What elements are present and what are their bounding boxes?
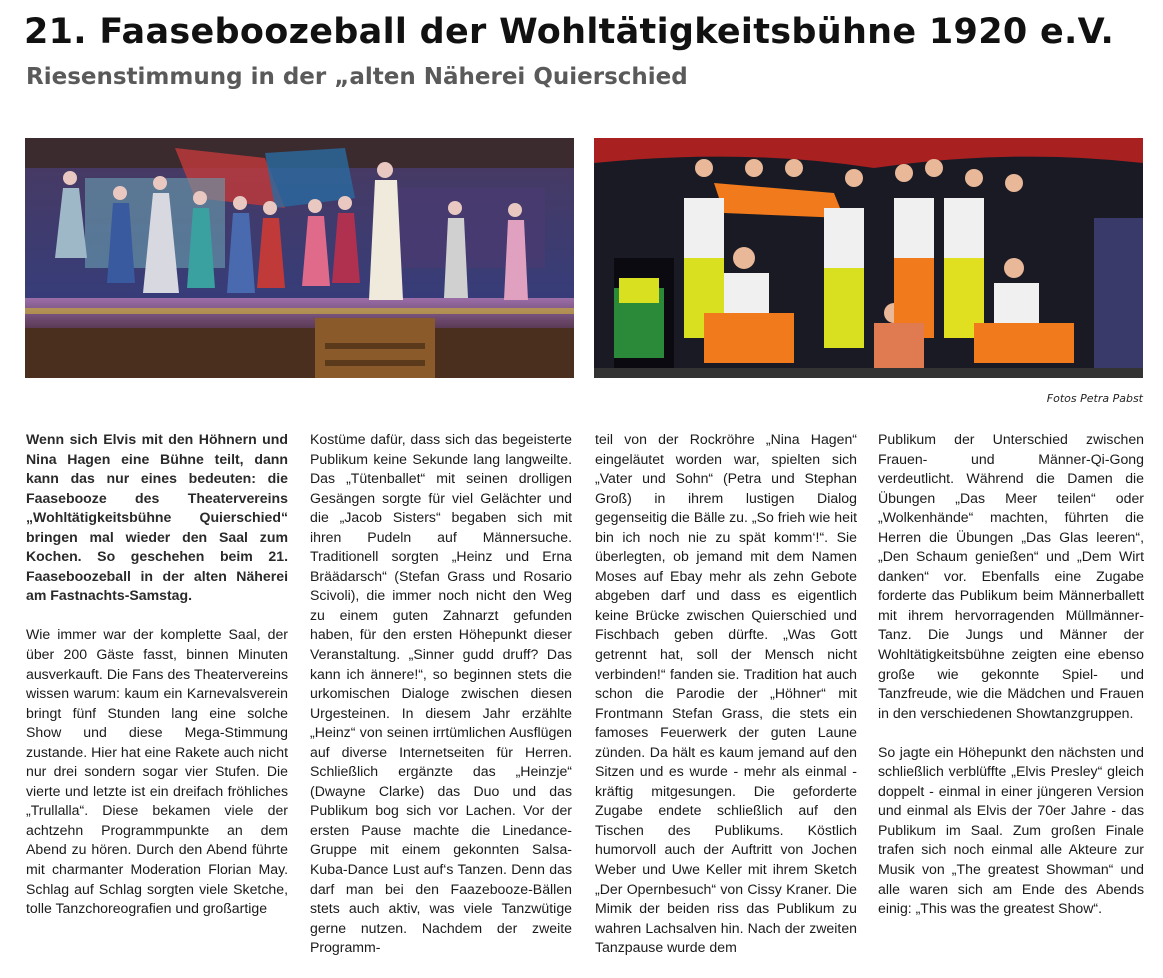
article-paragraph: Kostüme dafür, dass sich das begeisterte Publikum keine Sekunde lang langweilte. Das „Tütenballet“ mit seinen drolligen Gesängen sorgte für viel Gelächter und die „Jacob Sisters“ begaben sich mit ihren Pudeln auf Männersuche. Traditionell sorgten „Heinz und Erna Bräädarsch“ (Stefan Grass und Rosario Scivoli), die immer noch nicht den Weg zu einem guten Zahnarzt gefunden haben, für den ersten Höhepunkt dieser Veranstaltung. „Sinner gudd druff? Das kann ich ännere!“, so beginnen stets die urkomischen Dialoge zwischen diesen Urgesteinen. In diesem Jahr erzählte „Heinz“ von seinen irrtümlichen Ausflügen auf diverse Internetseiten für Herren. Schließlich ergänzte das „Heinzje“ (Dwayne Clarke) das Duo und das Publikum bog sich vor Lachen. Vor der ersten Pause machte die Linedance-Gruppe mit einem gekonnten Salsa-Kuba-Dance Lust auf‘s Tanzen. Denn das darf man bei den Faazebooze-Bällen stets auch aktiv, was viele Tanzwütige gerne nutzen. Nachdem der zweite Programm- (310, 431, 572, 956)
article-subheadline: Riesenstimmung in der „alten Näherei Quierschied (26, 64, 688, 90)
article-column-4 (878, 430, 1144, 919)
photo-credit: Fotos Petra Pabst (1046, 392, 1143, 405)
article-paragraph: So jagte ein Höhepunkt den nächsten und schließlich verblüffte „Elvis Presley“ gleich doppelt - einmal in einer jüngeren Version und einmal als Elvis der 70er Jahre - das Publikum im Saal. Zum großen Finale trafen sich noch einmal alle Akteure zur Musik von „The greatest Showman“ und alle waren sich am Ende des Abends einig: „This was the greatest Show“. (878, 743, 1144, 917)
article-paragraph: Wie immer war der komplette Saal, der über 200 Gäste fasst, binnen Minuten ausverkauft. Die Fans des Theatervereins wissen warum: kaum ein Karnevalsverein bringt fünf Stunden lang eine solche Show und diese Mega-Stimmung zustande. Hier hat eine Rakete auch nicht nur drei sondern sogar vier Stufen. Die vierte und letzte ist ein dreifach fröhliches „Trullalla“. Diese bekamen viele der achtzehn Programmpunkte an dem Abend zu hören. Durch den Abend führte mit charmanter Moderation Florian May. Schlag auf Schlag sorgten viele Sketche, tolle Tanzchoreografien und großartige (26, 626, 288, 917)
article-paragraph: teil von der Rockröhre „Nina Hagen“ eingeläutet worden war, spielten sich „Vater und Sohn“ (Petra und Stephan Groß) in ihrem lustigen Dialog gegenseitig die Bälle zu. „So frieh wie heit bin ich noch nie zu spät komm‘!“. Sie überlegten, ob jemand mit dem Namen Moses auf Ebay mehr als zehn Gebote abgeben darf und dass es eigentlich keine Brücke zwischen Quierschied und Fischbach geben dürfte. „Was Gott getrennt hat, soll der Mensch nicht verbinden!“ fanden sie. Tradition hat auch schon die Parodie der „Höhner“ mit Frontmann Stefan Grass, die stets ein famoses Feuerwerk der guten Laune zünden. Da hält es kaum jemand auf den Sitzen und es wurde - mehr als einmal - kräftig mitgesungen. Die geforderte Zugabe endete schließlich auf den Tischen des Publikums. Köstlich humorvoll auch der Auftritt von Jochen Weber und Uwe Keller mit ihrem Sketch „Der Opernbesuch“ von Cissy Kraner. Die Mimik der beiden riss das Publikum zu wahren Lachsalven hin. Nach der zweiten Tanzpause wurde dem (595, 431, 857, 956)
article-column-3 (595, 430, 857, 958)
article-paragraph: Publikum der Unterschied zwischen Frauen- und Männer-Qi-Gong verdeutlicht. Während die Damen die Übungen „Das Meer teilen“ oder „Wolkenhände“ machten, führten die Herren die Übungen „Das Glas leeren“, „Den Schaum genießen“ und „Dem Wirt danken“ vor. Ebenfalls eine Zugabe forderte das Publikum beim Männerballett mit ihrem hervorragenden Müllmänner-Tanz. Die Jungs und Männer der Wohltätigkeitsbühne zeigten eine ebenso große wie gekonnte Spiel- und Tanzfreude, wie die Mädchen und Frauen in den verschiedenen Showtanzgruppen. (878, 431, 1144, 721)
article-lead: Wenn sich Elvis mit den Höhnern und Nina Hagen eine Bühne teilt, dann kann das nur eines bedeuten: die Faasebooze des Theatervereins „Wohltätigkeitsbühne Quierschied“ bringen mal wieder den Saal zum Kochen. So geschehen beim 21. Faaseboozeball in der alten Näherei am Fastnachts-Samstag. (26, 431, 288, 604)
article-column-1 (26, 430, 288, 919)
article-column-2 (310, 430, 572, 958)
ballet-group-photo (594, 138, 1143, 378)
stage-show-photo (25, 138, 574, 378)
article-headline: 21. Faaseboozeball der Wohltätigkeitsbühne 1920 e.V. (24, 12, 1115, 52)
